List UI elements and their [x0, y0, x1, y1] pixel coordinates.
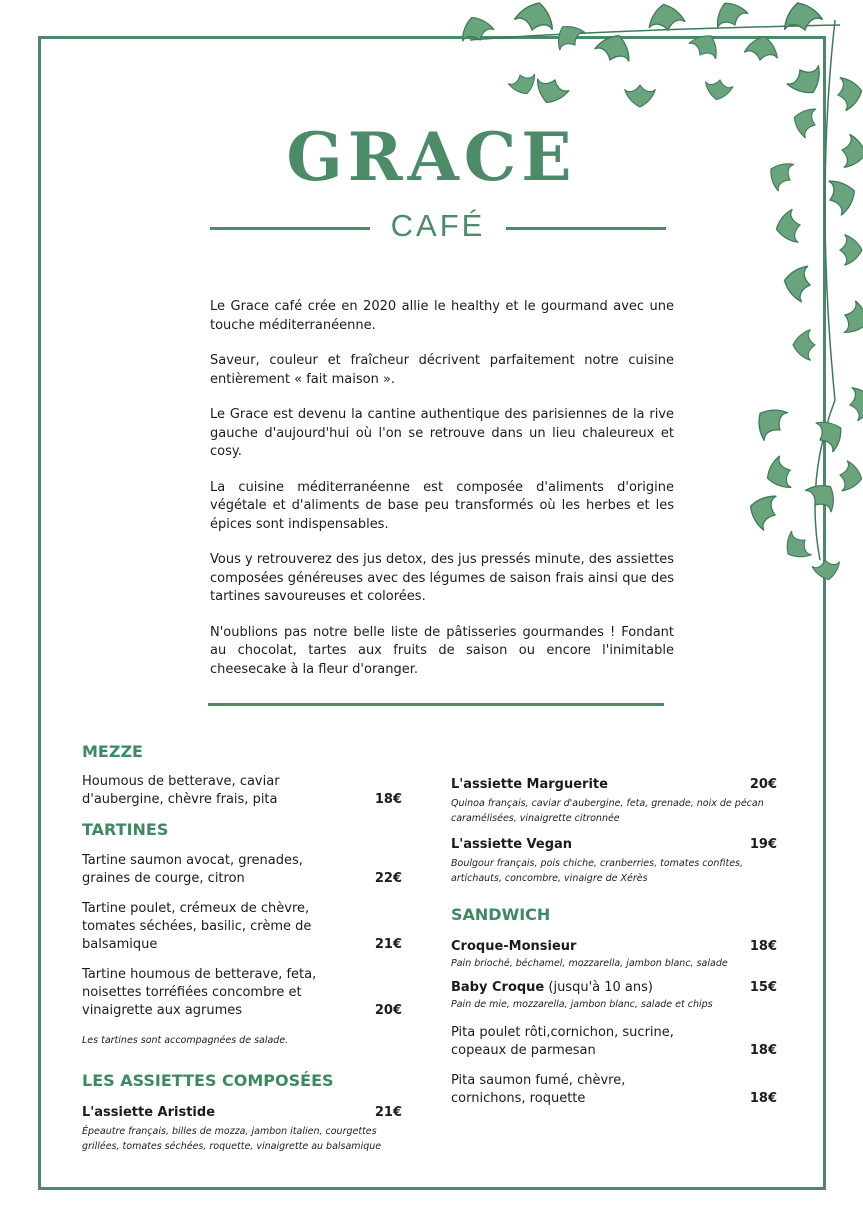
intro-paragraph: Saveur, couleur et fraîcheur décrivent parfaitement notre cuisine entièrement « fait maison ».: [210, 353, 674, 387]
intro-paragraph: La cuisine méditerranéenne est composée d'aliments d'origine végétale et d'aliments de base peu transformés où les herbes et les épices sont indispensables.: [210, 479, 674, 532]
item-name: Croque-Monsieur: [451, 939, 577, 954]
item-description: Pain de mie, mozzarella, jambon blanc, salade et chips: [451, 999, 713, 1010]
item-price: 18€: [749, 939, 777, 954]
item-name: Pita poulet rôti,cornichon, sucrine, copeaux de parmesan: [451, 1025, 674, 1058]
item-name: L'assiette Vegan: [451, 837, 573, 852]
item-price: 21€: [374, 937, 402, 952]
item-description: Boulgour français, pois chiche, cranberries, tomates confites, artichauts, concombre, vinaigre de Xérès: [451, 858, 744, 884]
item-price: 19€: [749, 837, 777, 852]
item-price: 18€: [374, 792, 402, 807]
item-price: 22€: [374, 871, 402, 886]
menu-item: [82, 900, 402, 954]
item-price: 21€: [374, 1105, 402, 1120]
intro-paragraph: N'oublions pas notre belle liste de pâtisseries gourmandes ! Fondant au chocolat, tartes aux fruits de saison ou encore l'inimitable cheesecake à la fleur d'oranger.: [210, 624, 674, 677]
section-title-sandwich: SANDWICH: [451, 905, 551, 924]
item-name: Baby Croque: [451, 980, 545, 995]
menu-right-column: [451, 776, 777, 1108]
item-name: L'assiette Aristide: [82, 1105, 216, 1120]
menu-item: [82, 852, 402, 888]
item-name: Houmous de betterave, caviar d'aubergine, chèvre frais, pita: [82, 774, 280, 807]
item-name: Tartine poulet, crémeux de chèvre, tomates séchées, basilic, crème de balsamique: [82, 901, 312, 952]
section-title-tartines: TARTINES: [82, 820, 169, 839]
menu-item: [451, 979, 777, 1012]
item-name: Tartine saumon avocat, grenades, graines de courge, citron: [82, 853, 303, 886]
menu-left-column: [82, 743, 402, 1154]
section-divider: [208, 703, 664, 706]
item-description: Pain brioché, béchamel, mozzarella, jambon blanc, salade: [451, 958, 728, 969]
menu-item: [451, 1072, 777, 1108]
cafe-subtitle: CAFÉ: [390, 208, 486, 243]
menu-item: [82, 966, 402, 1020]
item-description: Quinoa français, caviar d'aubergine, feta, grenade, noix de pécan caramélisées, vinaigrette citronnée: [451, 798, 764, 824]
intro-paragraph: Vous y retrouverez des jus detox, des jus pressés minute, des assiettes composées généreuses avec des légumes de saison frais ainsi que des tartines savoureuses et colorées.: [210, 552, 674, 604]
section-title-mezze: MEZZE: [82, 742, 143, 761]
intro-text: [210, 298, 674, 696]
menu-item: [451, 776, 777, 826]
item-name: L'assiette Marguerite: [451, 777, 608, 792]
item-name: Tartine houmous de betterave, feta, noisettes torréfiées concombre et vinaigrette aux agrumes: [82, 967, 317, 1018]
section-title-assiettes: LES ASSIETTES COMPOSÉES: [82, 1071, 334, 1090]
tartines-note: Les tartines sont accompagnées de salade.: [82, 1035, 289, 1046]
cafe-title: GRACE: [286, 118, 577, 196]
intro-paragraph: Le Grace café crée en 2020 allie le healthy et le gourmand avec une touche méditerranéenne.: [210, 299, 674, 333]
item-price: 20€: [374, 1003, 402, 1018]
subtitle-rule-right: [506, 227, 666, 230]
item-name-extra: (jusqu'à 10 ans): [544, 980, 653, 995]
menu-item: [82, 773, 402, 809]
item-price: 18€: [749, 1043, 777, 1058]
menu-item: [451, 1024, 777, 1060]
item-price: 18€: [749, 1091, 777, 1106]
menu-item: [82, 1104, 402, 1154]
item-name: Pita saumon fumé, chèvre, cornichons, roquette: [451, 1073, 626, 1106]
menu-item: [451, 938, 777, 971]
item-price: 20€: [749, 777, 777, 792]
intro-paragraph: Le Grace est devenu la cantine authentique des parisiennes de la rive gauche d'aujourd'hui où l'on se retrouve dans un lieu chaleureux et cosy.: [210, 407, 674, 459]
item-description: Épeautre français, billes de mozza, jambon italien, courgettes grillées, tomates séchées, roquette, vinaigrette au balsamique: [82, 1126, 382, 1152]
item-price: 15€: [749, 980, 777, 995]
menu-item: [451, 836, 777, 886]
subtitle-row: [210, 206, 666, 250]
